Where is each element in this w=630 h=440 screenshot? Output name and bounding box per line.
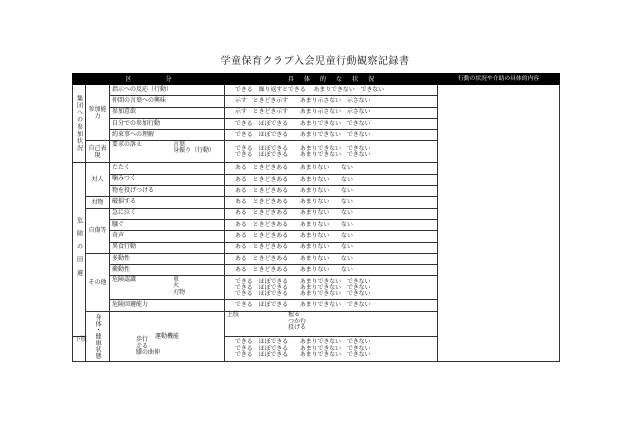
item-label: 異食行動 (110, 242, 225, 253)
header-note: 行動の状況や介助の具体的内容 (438, 74, 560, 85)
item-label: 衝動性 (110, 265, 225, 276)
item-label: 危険認識 (112, 275, 137, 283)
subgroup-label-interpersonal: 対人 (86, 163, 110, 197)
item-sub-labels: 言葉 身振り（行動） (173, 140, 216, 155)
item-label: たたく (110, 163, 225, 174)
item-label: 噛みつく (110, 174, 225, 185)
item-sub-labels: 車 火 刃物 (173, 275, 186, 296)
situation-options: できる ほぼできる あまりできない できない できる ほぼできる あまりできない できない できる ほぼできる あまりできない できない (225, 276, 438, 300)
item-label: 参加意欲 (110, 107, 225, 118)
subgroup-label-objects: 対物 (86, 197, 110, 208)
group-label-participation: 集団への参加状況 (73, 85, 86, 163)
situation-options: ある ときどきある あまりない ない (225, 231, 438, 242)
item-label: 指示への反応（行動） (110, 85, 225, 96)
situation-options: ある ときどきある あまりない ない (225, 265, 438, 276)
situation-options: できる ほぼできる あまりできない できない (225, 130, 438, 141)
situation-options: ある ときどきある あまりない ない (225, 242, 438, 253)
item-label: 自分での参加行動 (110, 118, 225, 129)
item-sub-labels: 歩行 走る 膝の曲伸 (136, 336, 161, 356)
situation-options: ある ときどきある あまりない ない (225, 219, 438, 230)
subgroup-label-expression: 自己表現 (86, 141, 110, 163)
document-title: 学童保育クラブ入会児童行動観察記録書 (220, 56, 410, 67)
group-label-health: 身体・健康状態 (86, 311, 110, 361)
item-label: 多動性 (110, 253, 225, 264)
item-label: 物を投げつける (110, 186, 225, 197)
item-label: 約束事への理解 (110, 130, 225, 141)
header-category: 区分 (73, 74, 225, 85)
subgroup-label-ability: 参加能力 (86, 85, 110, 141)
item-label: 破損する (110, 197, 225, 208)
item-label: 下肢 (75, 336, 88, 344)
notes-cell[interactable] (438, 85, 560, 362)
item-sub-labels: 握る つかむ 投げる (288, 311, 307, 331)
item-cell (225, 311, 438, 336)
situation-options: ある ときどきある あまりない ない (225, 186, 438, 197)
item-label: 急に泣く (110, 208, 225, 219)
item-label: 上肢 (227, 311, 240, 319)
item-label: 騒ぐ (110, 219, 225, 230)
item-label: 奇声 (110, 231, 225, 242)
item-label: 危険回避能力 (110, 300, 225, 311)
subgroup-label-other: その他 (86, 253, 110, 311)
table-row (73, 85, 560, 96)
situation-options: できる ほぼできる あまりできない できない できる ほぼできる あまりできない できない (225, 141, 438, 163)
situation-options: できる ほぼできる あまりできない できない (225, 118, 438, 129)
observation-table (72, 73, 560, 362)
subgroup-label-selfharm: 自傷等 (86, 208, 110, 253)
situation-options: ある ときどきある あまりない ない (225, 174, 438, 185)
situation-options: できる ほぼできる あまりできない できない できる ほぼできる あまりできない できない できる ほぼできる あまりできない できない (225, 336, 438, 361)
table-header-row (73, 74, 560, 85)
item-label: 仲間の言葉への興味 (110, 96, 225, 107)
group-label-danger: 危険の回避 (73, 163, 86, 336)
situation-options: ある ときどきある あまりない ない (225, 197, 438, 208)
situation-options: できる 繰り返すとできる あまりできない できない (225, 85, 438, 96)
header-situation: 具体的な状況 (225, 74, 438, 85)
situation-options: ある ときどきある あまりない ない (225, 208, 438, 219)
situation-options: ある ときどきある あまりない ない (225, 163, 438, 174)
situation-options: ある ときどきある あまりない ない (225, 253, 438, 264)
item-label: 要求の訴え (112, 140, 143, 148)
situation-options: できる ほぼできる あまりできない できない (225, 300, 438, 311)
subgroup-label-motor: 運動機能 (110, 311, 225, 361)
item-cell (110, 276, 225, 300)
situation-options: 示す ときどき示す あまり示さない 示さない (225, 107, 438, 118)
situation-options: 示す ときどき示す あまり示さない 示さない (225, 96, 438, 107)
item-cell (110, 141, 225, 163)
